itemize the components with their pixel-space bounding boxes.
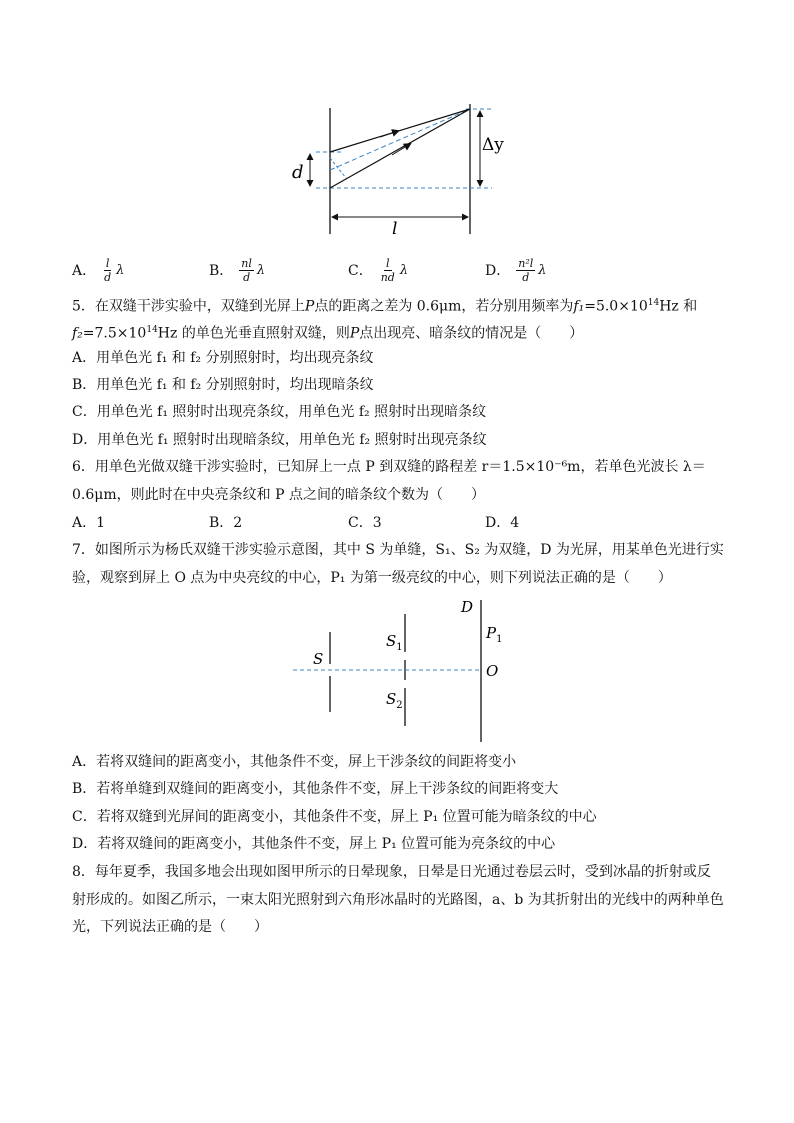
label-S: S: [313, 650, 324, 668]
q4-option-c[interactable]: C． $\frac{l}{nd}$ λ: [348, 256, 409, 284]
label-dy: Δy: [482, 135, 504, 155]
q6-choice-a[interactable]: A．1: [72, 515, 106, 531]
ray-upper: [330, 109, 470, 152]
ray-lower: [330, 109, 470, 188]
q5-option-c[interactable]: C．用单色光 f₁ 照射时出现亮条纹，用单色光 f₂ 照射时出现暗条纹: [72, 404, 487, 420]
q8-stem-line3: 光，下列说法正确的是（ ）: [72, 919, 268, 935]
q6-choice-d[interactable]: D．4: [485, 515, 520, 531]
q7-option-d[interactable]: D．若将双缝间的距离变小，其他条件不变，屏上 P₁ 位置可能为亮条纹的中心: [72, 836, 556, 852]
young-double-slit-figure: [285, 596, 515, 746]
fraction: $\frac{l}{d}$: [104, 256, 112, 284]
q8-stem-line1: 8．每年夏季，我国多地会出现如图甲所示的日晕现象，日晕是日光通过卷层云时，受到冰晶的折射或反: [72, 864, 711, 880]
label-O: O: [486, 662, 499, 680]
fraction: $\frac{\text{n²l}}{d}$: [518, 256, 534, 284]
label-l: l: [392, 219, 398, 238]
q6-choice-b[interactable]: B．2: [209, 515, 243, 531]
q7-option-a[interactable]: A．若将双缝间的距离变小，其他条件不变，屏上干涉条纹的间距将变小: [72, 754, 517, 770]
q5-stem-line1: 5．在双缝干涉实验中，双缝到光屏上P点的距离之差为 0.6μm，若分别用频率为$f_1=5.0\times 10^{14}Hz$ 和: [72, 298, 698, 315]
label-D: D: [461, 598, 474, 616]
q8-stem-line2: 射形成的。如图乙所示，一束太阳光照射到六角形冰晶时的光路图，a、b 为其折射出的光线中的两种单色: [72, 892, 724, 908]
fraction: $\frac{l}{nd}$: [380, 256, 395, 284]
label-S1: $S_1$: [386, 632, 403, 653]
q5-stem-line2: $f_2=7.5\times 10^{14}Hz$ 的单色光垂直照射双缝，则P点出现亮、暗条纹的情况是（ ）: [72, 325, 584, 342]
q7-option-b[interactable]: B．若将单缝到双缝间的距离变小，其他条件不变，屏上干涉条纹的间距将变大: [72, 781, 559, 797]
q4-options: [72, 250, 732, 290]
double-slit-geometry-figure: [280, 98, 520, 238]
label-d: d: [292, 162, 304, 183]
q6-choice-c[interactable]: C．3: [348, 515, 382, 531]
fraction: $\frac{nl}{d}$: [241, 256, 252, 284]
q5-option-b[interactable]: B．用单色光 f₁ 和 f₂ 分别照射时，均出现暗条纹: [72, 377, 374, 393]
q7-option-c[interactable]: C．若将双缝到光屏间的距离变小，其他条件不变，屏上 P₁ 位置可能为暗条纹的中心: [72, 809, 597, 825]
q6-choices: [72, 512, 732, 532]
q6-stem-line1: 6．用单色光做双缝干涉实验时，已知屏上一点 P 到双缝的路程差 r＝1.5×10⁻⁶m，若单色光波长 λ＝: [72, 459, 706, 475]
label-S2: $S_2$: [386, 690, 403, 711]
q7-stem-line2: 验，观察到屏上 O 点为中央亮纹的中心，P₁ 为第一级亮纹的中心，则下列说法正确的是（ ）: [72, 570, 672, 586]
q6-stem-line2: 0.6μm，则此时在中央亮条纹和 P 点之间的暗条纹个数为（ ）: [72, 487, 485, 503]
q4-option-b[interactable]: B． $\frac{nl}{d}$ λ: [209, 256, 266, 284]
label-P1: $P_1$: [486, 624, 503, 645]
q7-stem-line1: 7．如图所示为杨氏双缝干涉实验示意图，其中 S 为单缝，S₁、S₂ 为双缝，D 为光屏，用某单色光进行实: [72, 542, 724, 558]
q4-option-a[interactable]: A． $\frac{l}{d}$ λ: [72, 256, 125, 284]
q5-option-a[interactable]: A．用单色光 f₁ 和 f₂ 分别照射时，均出现亮条纹: [72, 350, 374, 366]
q4-option-d[interactable]: D． $\frac{\text{n²l}}{d}$ λ: [485, 256, 547, 284]
q5-option-d[interactable]: D．用单色光 f₁ 照射时出现暗条纹，用单色光 f₂ 照射时出现亮条纹: [72, 432, 487, 448]
